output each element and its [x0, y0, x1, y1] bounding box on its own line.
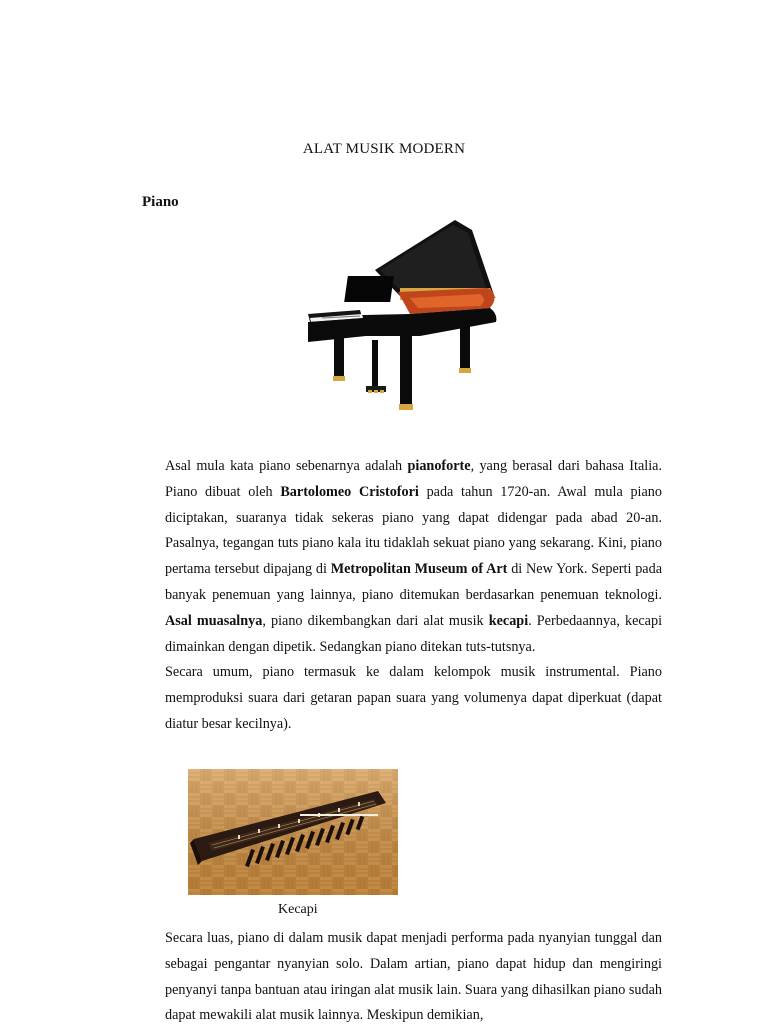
paragraph-performance-text: Secara luas, piano di dalam musik dapat menjadi performa pada nyanyian tunggal dan sebagai pengantar nyanyian solo. Dalam artian, piano dapat hidup dan mengiringi penyanyi tanpa bantuan atau iringan alat musik lain. Suara yang dihasilkan piano sudah dapat mewakili alat musik lainnya. Meskipun demikian,: [165, 930, 662, 1024]
para1-text-4: di New York. Seperti pada banyak penemuan yang lainnya, piano ditemukan berdasarkan penemuan teknologi.: [165, 561, 662, 603]
paragraph-performance: [165, 926, 662, 1029]
section-heading-piano: Piano: [142, 194, 179, 210]
para1-bold-asal: Asal muasalnya: [165, 612, 263, 629]
para1-text-1: Asal mula kata piano sebenarnya adalah: [165, 458, 408, 474]
para1-text-6: . Perbedaannya, kecapi dimainkan dengan dipetik. Sedangkan piano ditekan tuts-tutsnya.: [165, 612, 663, 655]
para1-text-2: , yang berasal dari bahasa Italia. Piano dibuat oleh: [165, 458, 662, 500]
paragraph-origin: [165, 454, 662, 738]
para1-bold-kecapi: kecapi: [488, 612, 529, 629]
para1-text-3: pada tahun 1720-an. Awal mula piano diciptakan, suaranya tidak sekeras piano yang dapat didengar pada abad 20-an. Pasalnya, tegangan tuts piano kala itu tidaklah sekuat piano yang sekarang. Kini, piano pertama tersebut dipajang di: [165, 483, 662, 578]
document-title: ALAT MUSIK MODERN: [302, 141, 466, 157]
para1-bold-pianoforte: pianoforte: [407, 458, 471, 474]
kecapi-caption: Kecapi: [278, 902, 318, 917]
para1-bold-museum: Metropolitan Museum of Art: [330, 561, 508, 578]
para1-bold-cristofori: Bartolomeo Cristofori: [280, 483, 419, 500]
kecapi-image: [188, 769, 398, 895]
paragraph-instrumental: Secara umum, piano termasuk ke dalam kelompok musik instrumental. Piano memproduksi suara dari getaran papan suara yang volumenya dapat diperkuat (dapat diatur besar kecilnya).: [165, 664, 662, 732]
grand-piano-image: [300, 218, 500, 418]
para1-text-5: , piano dikembangkan dari alat musik: [262, 612, 489, 629]
